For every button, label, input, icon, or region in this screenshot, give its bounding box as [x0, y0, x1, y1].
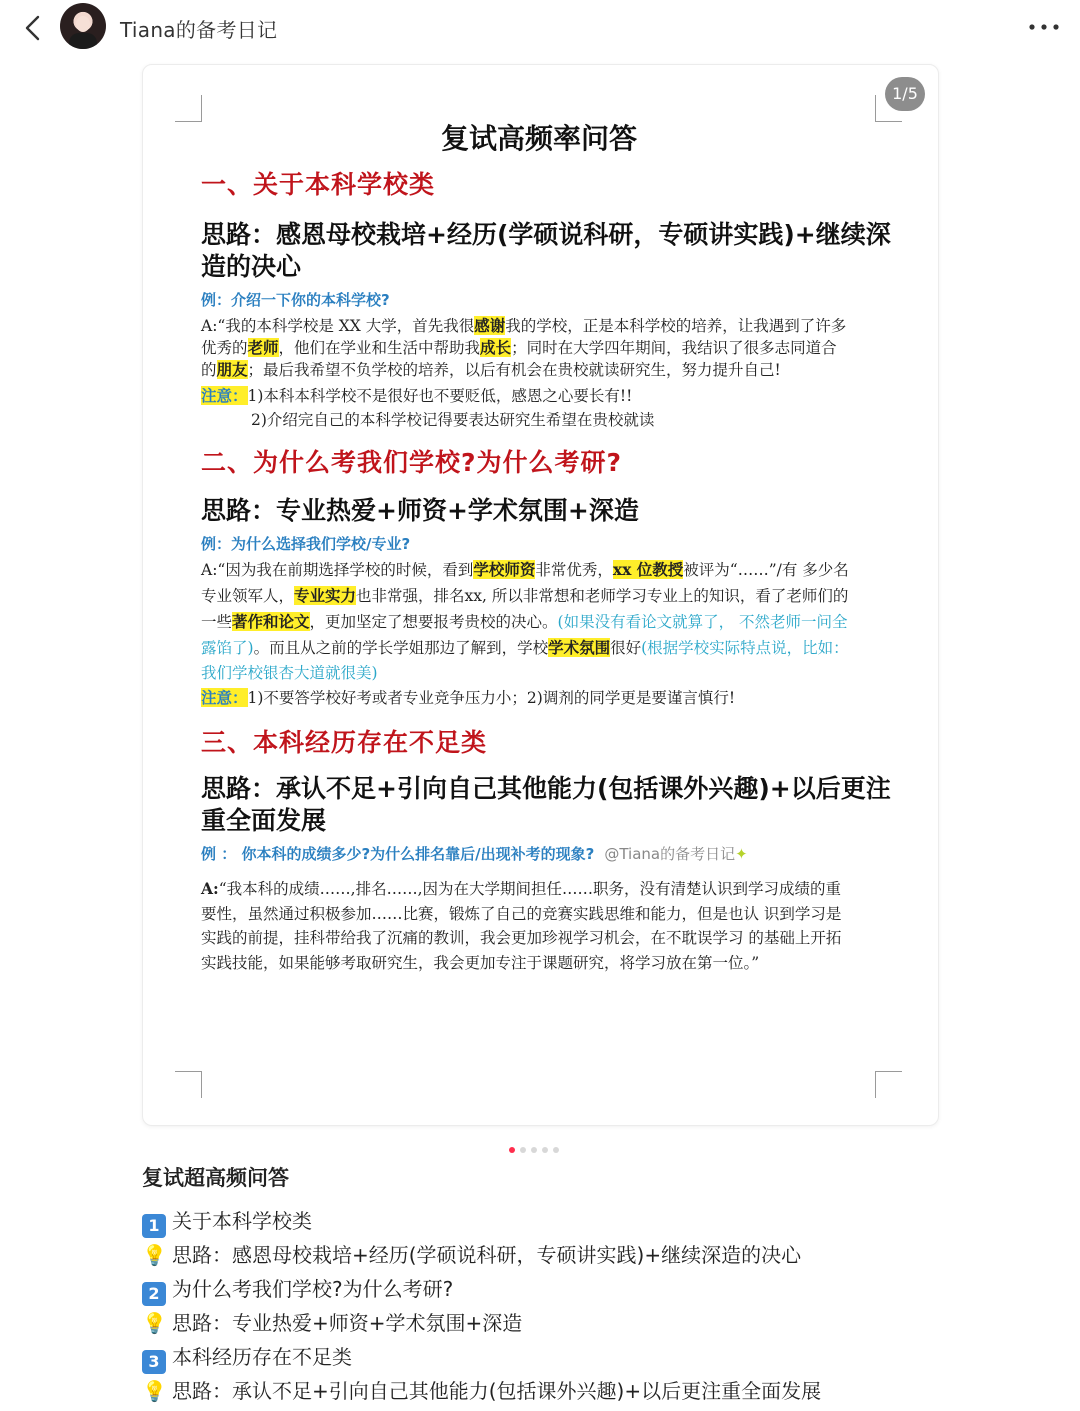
post-line: 💡 思路：感恩母校栽培+经历(学硕说科研，专硕讲实践)+继续深造的决心 — [142, 1238, 1042, 1272]
avatar-face — [76, 16, 90, 32]
section-example: 例：介绍一下你的本科学校? — [201, 291, 390, 309]
crop-mark — [875, 1071, 902, 1098]
image-card[interactable] — [142, 64, 939, 1126]
carousel-dot[interactable] — [509, 1147, 515, 1153]
section-answer: A:“因为我在前期选择学校的时候，看到学校师资非常优秀，xx 位教授被评为“……”/有 多少名专业领军人，专业实力也非常强，排名xx, 所以非常想和老师学习专业上的知识，看了老师们的一些著作和论文，更加坚定了想要报考贵校的决心。(如果没有看论文就算了， 不然老师一问全露馅了)。而且从之前的学长学姐那边了解到，学校学术氛围很好(根据学校实际特点说，比如：我们学校银杏大道就很美) — [201, 560, 849, 682]
section-note-2: 2)介绍完自己的本科学校记得要表达研究生希望在贵校就读 — [251, 411, 655, 429]
carousel-dot[interactable] — [520, 1147, 526, 1153]
section-example: 例 ： 你本科的成绩多少?为什么排名靠后/出现补考的现象? @Tiana的备考日记✦ — [201, 845, 748, 863]
author-name[interactable]: Tiana的备考日记 — [120, 18, 278, 42]
page-indicator: 1/5 — [885, 77, 925, 111]
carousel-dots[interactable] — [509, 1138, 564, 1146]
section-answer: A:“我的本科学校是 XX 大学，首先我很感谢我的学校，正是本科学校的培养，让我遇到了许多优秀的老师，他们在学业和生活中帮助我成长；同时在大学四年期间，我结识了很多志同道合的朋友；最后我希望不负学校的培养，以后有机会在贵校就读研究生，努力提升自己! — [201, 316, 847, 379]
chevron-left-icon[interactable] — [18, 12, 50, 44]
avatar-body — [69, 33, 97, 49]
lightbulb-icon: 💡 — [142, 1379, 167, 1403]
section-idea: 思路：专业热爱+师资+学术氛围+深造 — [201, 496, 639, 525]
crop-mark — [175, 1071, 202, 1098]
top-bar — [0, 0, 1080, 56]
section-note: 注意：1)本科本科学校不是很好也不要贬低，感恩之心要长有!! — [201, 386, 633, 405]
more-horizontal-icon[interactable] — [1024, 12, 1064, 42]
crop-mark — [175, 95, 202, 122]
section-idea: 思路：承认不足+引向自己其他能力(包括课外兴趣)+以后更注重全面发展 — [201, 774, 891, 835]
lightbulb-icon: 💡 — [142, 1311, 167, 1335]
watermark: @Tiana的备考日记 — [604, 845, 736, 863]
section-answer: A:“我本科的成绩……,排名……,因为在大学期间担任……职务，没有清楚认识到学习成绩的重要性，虽然通过积极参加……比赛，锻炼了自己的竞赛实践思维和能力，但是也认 识到学习是实践的前提，挂科带给我了沉痛的教训，我会更加珍视学习机会，在不耽误学习 的基础上开拓实践技能，如果能够考取研究生，我会更加专注于课题研究，将学习放在第一位。” — [201, 879, 842, 972]
section-idea: 思路：感恩母校栽培+经历(学硕说科研，专硕讲实践)+继续深造的决心 — [201, 220, 891, 281]
section-heading: 三、本科经历存在不足类 — [201, 728, 488, 757]
carousel-dot[interactable] — [553, 1147, 559, 1153]
post-line: 3 本科经历存在不足类 — [142, 1340, 1042, 1374]
lightbulb-icon: 💡 — [142, 1243, 167, 1267]
doc-title: 复试高频率问答 — [441, 122, 638, 155]
post-body — [142, 1160, 1042, 1408]
section-example: 例：为什么选择我们学校/专业? — [201, 535, 411, 553]
post-line: 1 关于本科学校类 — [142, 1204, 1042, 1238]
keycap-number-icon: 2 — [142, 1282, 166, 1306]
carousel-dot[interactable] — [531, 1147, 537, 1153]
post-line: 💡 思路：承认不足+引向自己其他能力(包括课外兴趣)+以后更注重全面发展 — [142, 1374, 1042, 1408]
post-line: 💡 思路：专业热爱+师资+学术氛围+深造 — [142, 1306, 1042, 1340]
carousel-dot[interactable] — [542, 1147, 548, 1153]
post-title: 复试超高频问答 — [142, 1166, 289, 1190]
section-heading: 二、为什么考我们学校?为什么考研? — [201, 448, 623, 477]
section-heading: 一、关于本科学校类 — [201, 170, 436, 199]
keycap-number-icon: 1 — [142, 1214, 166, 1238]
avatar[interactable] — [60, 3, 106, 49]
post-line: 2 为什么考我们学校?为什么考研? — [142, 1272, 1042, 1306]
keycap-number-icon: 3 — [142, 1350, 166, 1374]
sparkle-icon: ✦ — [735, 845, 748, 863]
section-note: 注意：1)不要答学校好考或者专业竞争压力小；2)调剂的同学更是要谨言慎行! — [201, 688, 736, 707]
